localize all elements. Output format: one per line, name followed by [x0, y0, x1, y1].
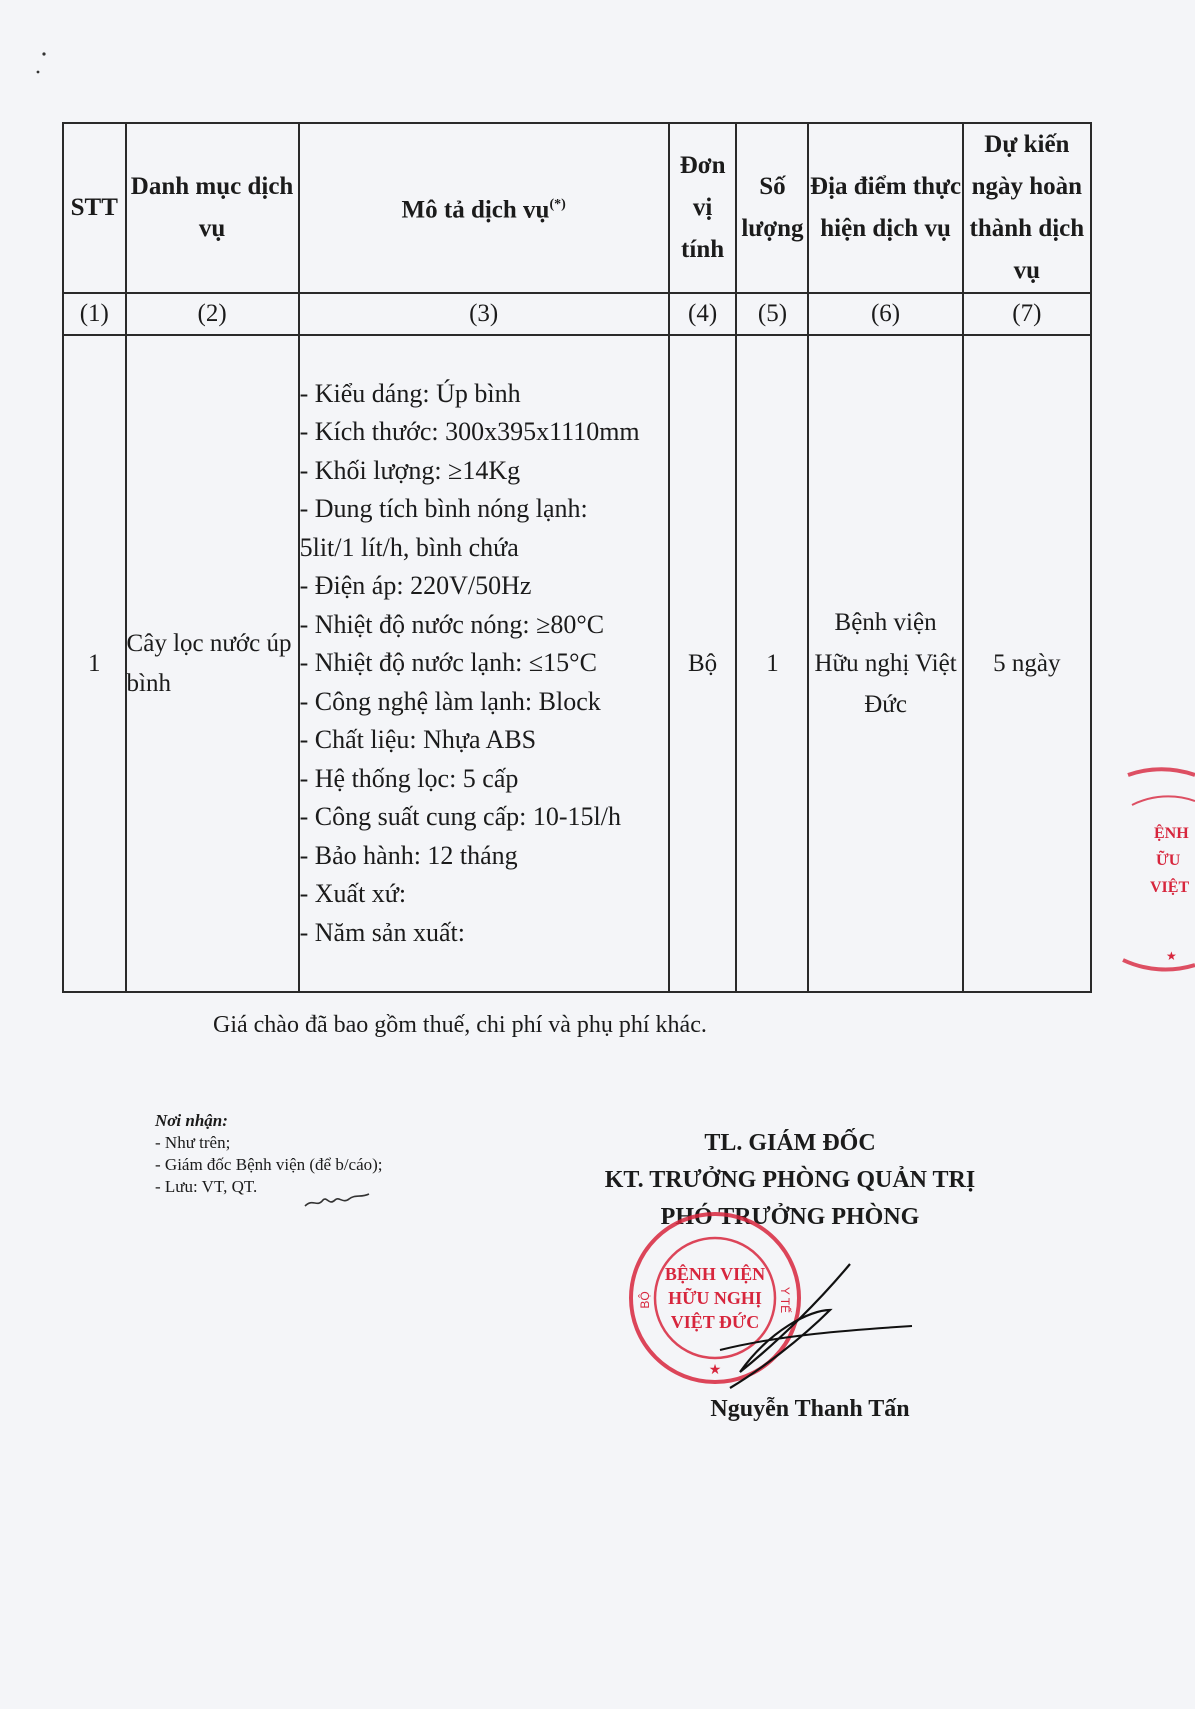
header-stt: STT — [63, 123, 126, 293]
svg-text:★: ★ — [708, 1362, 722, 1378]
recipient-item: - Giám đốc Bệnh viện (để b/cáo); — [155, 1155, 383, 1174]
description-line: - Công suất cung cấp: 10-15l/h — [299, 802, 621, 832]
cell-unit: Bộ — [669, 335, 737, 992]
svg-text:Y TẾ: Y TẾ — [778, 1286, 792, 1314]
edge-seal-stamp — [1118, 765, 1195, 975]
header-service-category: Danh mục dịch vụ — [126, 123, 299, 293]
recipients-block — [155, 1110, 383, 1198]
cell-service-name: Cây lọc nước úp bình — [126, 335, 299, 992]
svg-text:VIỆT ĐỨC: VIỆT ĐỨC — [670, 1312, 760, 1332]
description-line: - Điện áp: 220V/50Hz — [299, 571, 532, 601]
description-line: - Kiểu dáng: Úp bình — [299, 378, 521, 408]
header-quantity: Số lượng — [736, 123, 808, 293]
price-note: Giá chào đã bao gồm thuế, chi phí và phụ phí khác. — [213, 1012, 707, 1038]
description-line: - Hệ thống lọc: 5 cấp — [299, 763, 519, 793]
scan-specks — [30, 40, 60, 90]
description-line: - Công nghệ làm lạnh: Block — [299, 686, 601, 716]
column-number: (1) — [63, 293, 126, 335]
cell-stt: 1 — [63, 335, 126, 992]
column-number: (3) — [299, 293, 669, 335]
recipient-item: - Lưu: VT, QT. — [155, 1177, 258, 1196]
table-row — [63, 335, 1091, 992]
service-table — [62, 122, 1092, 993]
header-location: Địa điểm thực hiện dịch vụ — [808, 123, 962, 293]
cell-completion: 5 ngày — [963, 335, 1091, 992]
description-line: 5lit/1 lít/h, bình chứa — [299, 532, 519, 562]
description-line: - Năm sản xuất: — [299, 917, 465, 947]
svg-text:BỘ: BỘ — [638, 1291, 652, 1309]
cell-quantity: 1 — [736, 335, 808, 992]
signature-line-2: KT. TRƯỞNG PHÒNG QUẢN TRỊ — [604, 1167, 976, 1193]
table-header-row — [63, 123, 1091, 293]
svg-text:VIỆT: VIỆT — [1150, 879, 1190, 896]
cell-description — [299, 335, 669, 992]
svg-text:★: ★ — [1166, 949, 1177, 963]
description-line: - Xuất xứ: — [299, 879, 407, 909]
description-line: - Bảo hành: 12 tháng — [299, 840, 518, 870]
column-number-row — [63, 293, 1091, 335]
column-number: (6) — [808, 293, 962, 335]
column-number: (4) — [669, 293, 737, 335]
description-line: - Nhiệt độ nước lạnh: ≤15°C — [299, 648, 597, 678]
signer-name: Nguyễn Thanh Tấn — [710, 1396, 910, 1422]
svg-text:BỆNH VIỆN: BỆNH VIỆN — [664, 1264, 766, 1284]
initials-scribble — [303, 1190, 373, 1212]
description-line: - Kích thước: 300x395x1110mm — [299, 417, 640, 447]
svg-text:HỮU NGHỊ: HỮU NGHỊ — [668, 1288, 762, 1308]
column-number: (7) — [963, 293, 1091, 335]
description-line: - Khối lượng: ≥14Kg — [299, 455, 521, 485]
description-line: - Chất liệu: Nhựa ABS — [299, 725, 537, 755]
recipient-item: - Như trên; — [155, 1133, 231, 1152]
header-completion: Dự kiến ngày hoàn thành dịch vụ — [963, 123, 1091, 293]
header-unit: Đơn vị tính — [669, 123, 737, 293]
svg-text:ỮU: ỮU — [1156, 852, 1181, 869]
description-line: - Dung tích bình nóng lạnh: — [299, 494, 588, 524]
column-number: (5) — [736, 293, 808, 335]
signature-line-1: TL. GIÁM ĐỐC — [704, 1130, 876, 1156]
footnote-mark: (*) — [549, 197, 566, 213]
recipients-title: Nơi nhận: — [155, 1111, 228, 1130]
column-number: (2) — [126, 293, 299, 335]
cell-location: Bệnh viện Hữu nghị Việt Đức — [808, 335, 962, 992]
signature-line-3: PHÓ TRƯỞNG PHÒNG — [660, 1204, 920, 1230]
header-description: Mô tả dịch vụ(*) — [299, 123, 669, 293]
svg-text:ỆNH: ỆNH — [1154, 825, 1189, 842]
handwritten-signature — [700, 1260, 920, 1390]
description-line: - Nhiệt độ nước nóng: ≥80°C — [299, 609, 605, 639]
